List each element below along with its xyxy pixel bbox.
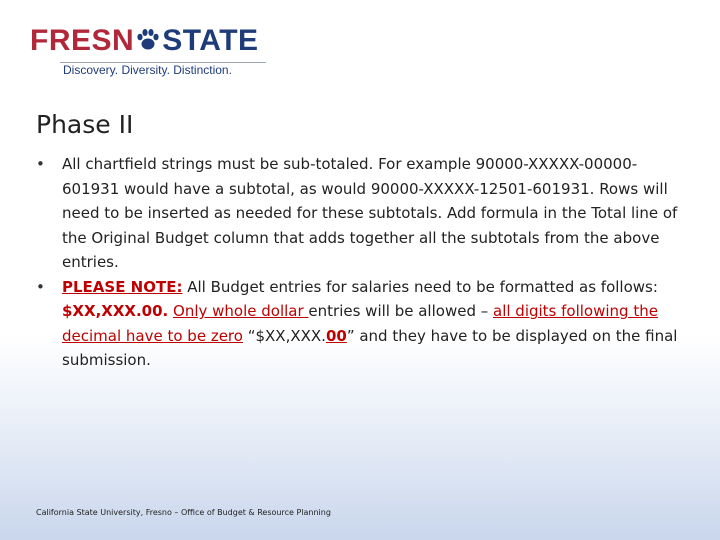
fresno-state-logo xyxy=(30,24,270,82)
bullet-subtotals-text: All chartfield strings must be sub-totaled. For example 90000-XXXXX-00000-601931 would have a subtotal, as would 90000-XXXXX-12501-601931. Rows will need to be inserted as needed for these subtotals. Add formula in the Total line of the Original Budget column that adds together all the subtotals from the above entries. xyxy=(62,155,678,271)
note-text-3: “$XX,XXX. xyxy=(242,326,326,345)
logo-part1: FRESN xyxy=(30,24,135,57)
note-text-2: entries will be allowed – xyxy=(308,302,493,320)
bullet-list xyxy=(36,152,686,373)
format-example: $XX,XXX.00. xyxy=(62,302,169,320)
whole-dollar-text: Only whole dollar xyxy=(173,302,309,320)
note-text-4: ” and they have to be displayed on the final submission. xyxy=(62,326,678,369)
bullet-dot: • xyxy=(36,277,45,296)
logo-part2: STATE xyxy=(162,24,259,57)
slide-title: Phase II xyxy=(36,110,134,139)
digits-zero-text: all digits following the decimal have to be zero xyxy=(62,302,658,345)
paw-print-icon xyxy=(135,27,161,53)
zeros-highlight: 00 xyxy=(325,326,347,345)
bullet-subtotals xyxy=(36,152,686,275)
bullet-please-note xyxy=(36,275,686,373)
note-text-1: All Budget entries for salaries need to be formatted as follows: xyxy=(182,277,658,296)
logo-tagline: Discovery. Diversity. Distinction. xyxy=(63,63,232,77)
please-note-label: PLEASE NOTE: xyxy=(62,277,183,296)
slide-footer: California State University, Fresno – Office of Budget & Resource Planning xyxy=(36,508,331,517)
bullet-dot: • xyxy=(36,155,45,173)
logo-wordmark xyxy=(30,24,259,58)
